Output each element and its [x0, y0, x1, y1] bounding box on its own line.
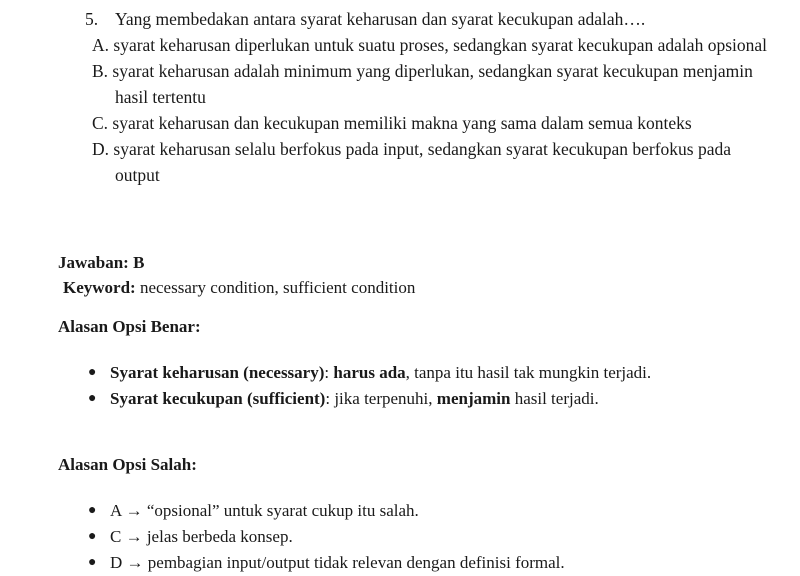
option-b: B. syarat keharusan adalah minimum yang diperlukan, sedangkan syarat kecukupan menjamin hasil tertentu [92, 61, 753, 107]
option-d: D. syarat keharusan selalu berfokus pada input, sedangkan syarat kecukupan berfokus pada output [92, 139, 732, 185]
item-lead: Syarat kecukupan (sufficient) [110, 389, 326, 408]
bullet-icon: ● [88, 391, 97, 406]
bullet-icon: ● [88, 529, 97, 544]
list-item [58, 386, 768, 412]
list-item [58, 524, 768, 550]
list-item [58, 498, 768, 524]
option-c: C. syarat keharusan dan kecukupan memiliki makna yang sama dalam semua konteks [92, 113, 692, 133]
answer-block [58, 250, 758, 300]
keyword-value: necessary condition, sufficient condition [135, 278, 416, 297]
answer-label: Jawaban: B [58, 253, 145, 272]
option-a: A. syarat keharusan diperlukan untuk suatu proses, sedangkan syarat kecukupan adalah opsional [92, 35, 768, 55]
correct-reason-section [58, 314, 768, 412]
item-text: D → pembagian input/output tidak relevan dengan definisi formal. [110, 553, 565, 572]
list-item [58, 550, 768, 576]
keyword-line [58, 275, 758, 300]
question-block [85, 6, 770, 188]
item-lead: Syarat keharusan (necessary) [110, 363, 325, 382]
item-emphasis: harus ada [333, 363, 406, 382]
item-text: C → jelas berbeda konsep. [110, 527, 293, 546]
list-item [58, 360, 768, 386]
correct-reason-list [58, 360, 768, 412]
wrong-reason-heading: Alasan Opsi Salah: [58, 455, 197, 474]
item-tail: , tanpa itu hasil tak mungkin terjadi. [405, 363, 652, 382]
question-text: Yang membedakan antara syarat keharusan dan syarat kecukupan adalah…. [115, 9, 646, 29]
correct-reason-heading: Alasan Opsi Benar: [58, 317, 201, 336]
option-list [85, 32, 770, 188]
bullet-icon: ● [88, 365, 97, 380]
question-number: 5. [85, 9, 99, 29]
question-stem [85, 6, 770, 32]
item-tail: hasil terjadi. [510, 389, 599, 408]
item-emphasis: menjamin [436, 389, 511, 408]
bullet-icon: ● [88, 503, 97, 518]
item-mid: : jika terpenuhi, [325, 389, 437, 408]
wrong-reason-list [58, 498, 768, 576]
item-mid: : [324, 363, 334, 382]
bullet-icon: ● [88, 555, 97, 570]
item-text: A → “opsional” untuk syarat cukup itu salah. [110, 501, 419, 520]
wrong-reason-section [58, 452, 768, 576]
keyword-label: Keyword: [63, 278, 136, 297]
